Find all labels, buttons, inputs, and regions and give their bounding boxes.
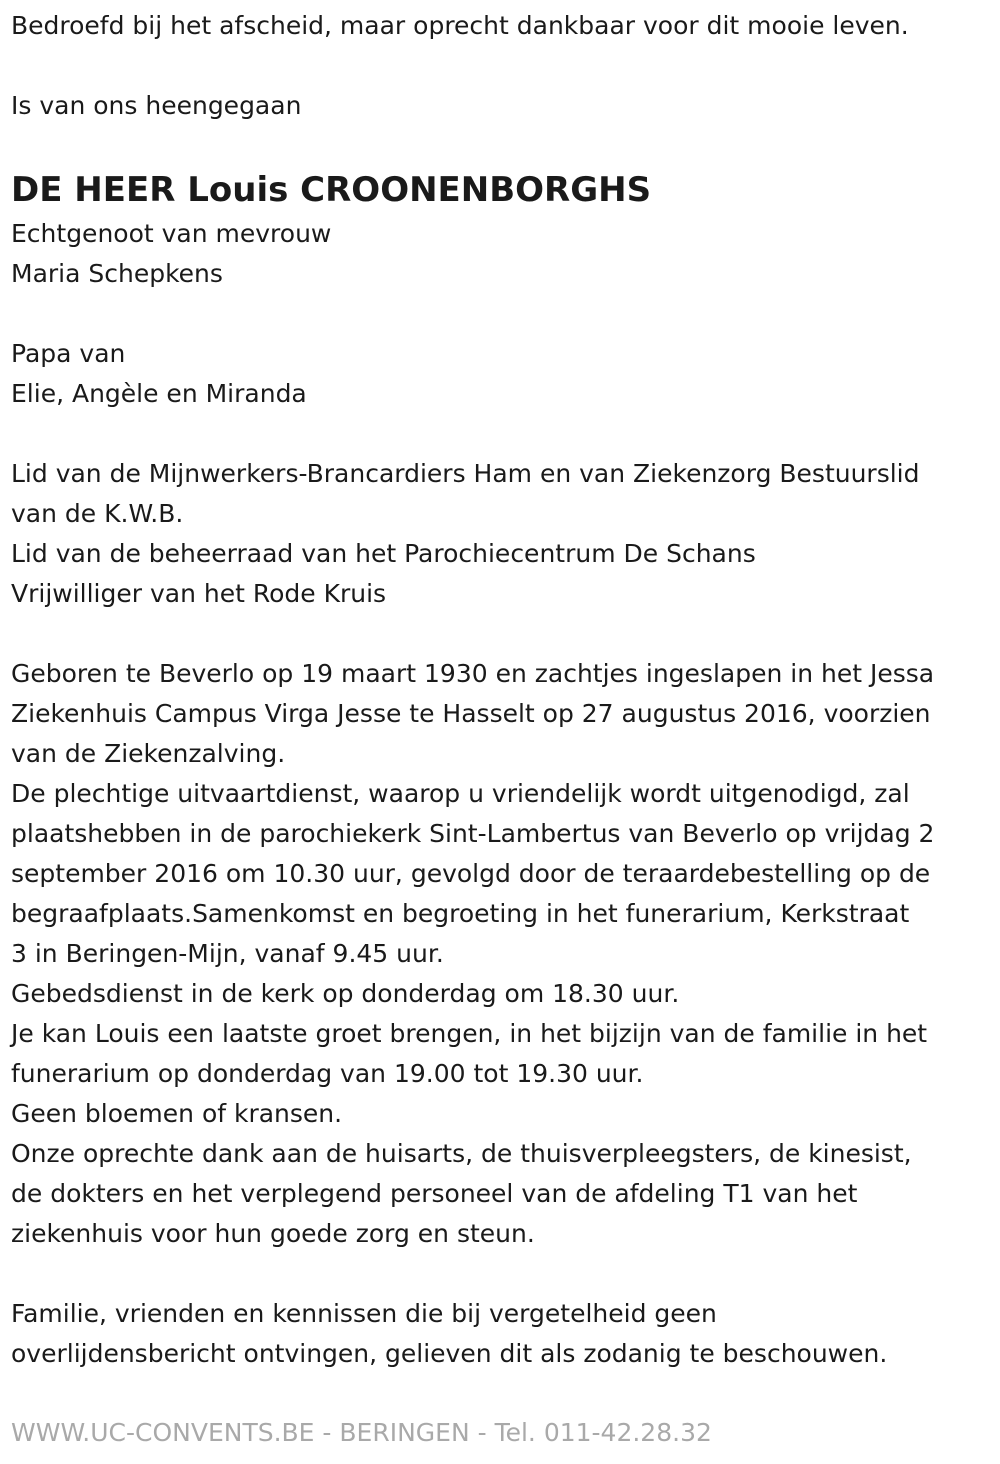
spacer [11, 614, 991, 654]
details-line: van de Ziekenzalving. [11, 739, 286, 768]
spacer [11, 414, 991, 454]
spouse-line: Echtgenoot van mevrouw [11, 219, 332, 248]
spouse-name: Maria Schepkens [11, 259, 223, 288]
details-line: De plechtige uitvaartdienst, waarop u vriendelijk wordt uitgenodigd, zal [11, 779, 910, 808]
spacer [11, 294, 991, 334]
spacer [11, 1254, 991, 1294]
details-line: Je kan Louis een laatste groet brengen, in het bijzijn van de familie in het [11, 1019, 928, 1048]
spacer [11, 126, 991, 166]
details-line: begraafplaats.Samenkomst en begroeting in het funerarium, Kerkstraat [11, 899, 910, 928]
intro-text: Bedroefd bij het afscheid, maar oprecht dankbaar voor dit mooie leven. [11, 11, 909, 40]
membership-line: Lid van de beheerraad van het Parochiecentrum De Schans [11, 539, 756, 568]
children-line: Papa van [11, 339, 126, 368]
membership-line: van de K.W.B. [11, 499, 184, 528]
closing-line: overlijdensbericht ontvingen, gelieven dit als zodanig te beschouwen. [11, 1339, 888, 1368]
details-line: Gebedsdienst in de kerk op donderdag om 18.30 uur. [11, 979, 680, 1008]
details-line: plaatshebben in de parochiekerk Sint-Lambertus van Beverlo op vrijdag 2 [11, 819, 935, 848]
obituary-notice [11, 6, 991, 1374]
passed-away-text: Is van ons heengegaan [11, 91, 302, 120]
details-line: Ziekenhuis Campus Virga Jesse te Hasselt op 27 augustus 2016, voorzien [11, 699, 931, 728]
spacer [11, 46, 991, 86]
children-names: Elie, Angèle en Miranda [11, 379, 307, 408]
details-line: Geen bloemen of kransen. [11, 1099, 343, 1128]
details-line: september 2016 om 10.30 uur, gevolgd door de teraardebestelling op de [11, 859, 931, 888]
footer-contact: WWW.UC-CONVENTS.BE - BERINGEN - Tel. 011-42.28.32 [11, 1418, 712, 1447]
deceased-name: DE HEER Louis CROONENBORGHS [11, 170, 652, 210]
membership-line: Vrijwilliger van het Rode Kruis [11, 579, 387, 608]
details-line: Geboren te Beverlo op 19 maart 1930 en zachtjes ingeslapen in het Jessa [11, 659, 935, 688]
details-line: ziekenhuis voor hun goede zorg en steun. [11, 1219, 535, 1248]
details-line: 3 in Beringen-Mijn, vanaf 9.45 uur. [11, 939, 444, 968]
details-line: Onze oprechte dank aan de huisarts, de thuisverpleegsters, de kinesist, [11, 1139, 912, 1168]
details-line: funerarium op donderdag van 19.00 tot 19.30 uur. [11, 1059, 644, 1088]
details-line: de dokters en het verplegend personeel van de afdeling T1 van het [11, 1179, 858, 1208]
membership-line: Lid van de Mijnwerkers-Brancardiers Ham en van Ziekenzorg Bestuurslid [11, 459, 920, 488]
closing-line: Familie, vrienden en kennissen die bij vergetelheid geen [11, 1299, 717, 1328]
